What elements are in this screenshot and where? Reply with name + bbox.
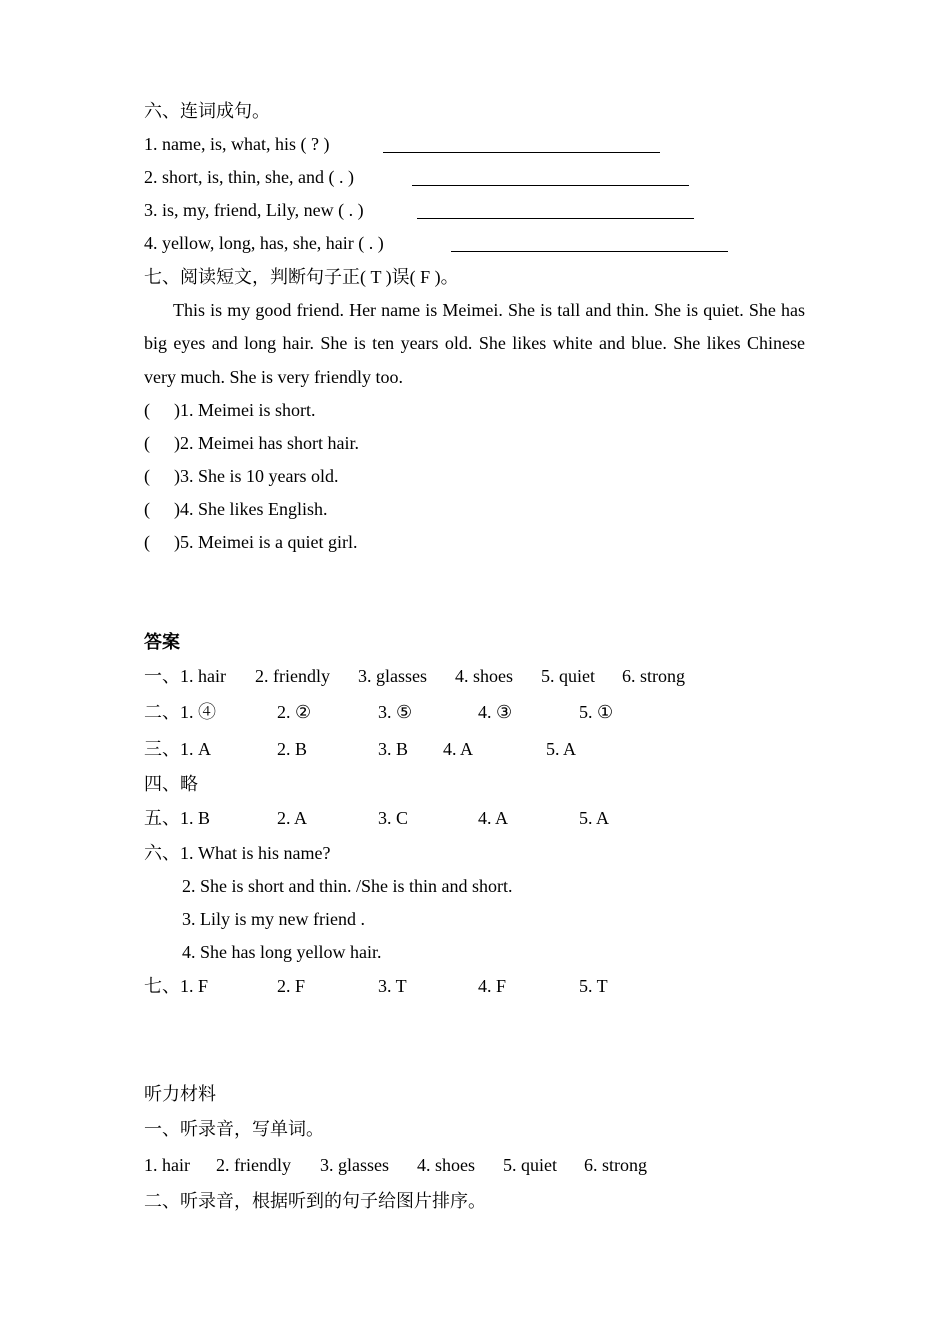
tf-statement: )4. She likes English. <box>174 499 328 519</box>
answer-row-6-line: 2. She is short and thin. /She is thin and short. <box>182 876 513 896</box>
paren-open: ( <box>144 532 150 552</box>
tf-item-1 <box>144 398 316 422</box>
answer-row-1 <box>144 664 844 688</box>
answer-cell: 三、1. A <box>144 739 211 759</box>
answer-cell: 2. B <box>277 739 308 759</box>
paren-open: ( <box>144 400 150 420</box>
answers-title: 答案 <box>144 632 180 652</box>
answer-cell: 5. T <box>579 976 608 996</box>
answer-cell: 3. T <box>378 976 407 996</box>
answer-cell: 6. strong <box>622 666 685 686</box>
answer-cell: 2. A <box>277 808 308 828</box>
listening-part-2-title: 二、听录音，根据听到的句子给图片排序。 <box>144 1191 486 1211</box>
answer-row-7 <box>144 974 844 998</box>
reading-passage <box>144 294 805 394</box>
answer-cell: 3. glasses <box>358 666 427 686</box>
sentence-item-1 <box>144 132 329 156</box>
answer-cell: 2. ② <box>277 702 312 722</box>
sentence-item-3 <box>144 198 364 222</box>
answer-cell: 3. ⑤ <box>378 702 413 722</box>
answer-cell: 七、1. F <box>144 976 209 996</box>
answer-cell: 5. A <box>546 739 577 759</box>
sentence-item-4 <box>144 231 384 255</box>
passage-text: This is my good friend. Her name is Meimei. She is tall and thin. She is quiet. She has big eyes and long hair. She is ten years old. She likes white and blue. She likes Chinese very much. She is very friendly too. <box>144 300 805 387</box>
tf-statement: )3. She is 10 years old. <box>174 466 339 486</box>
listening-word: 4. shoes <box>417 1155 475 1175</box>
answer-blank-4[interactable] <box>451 251 728 252</box>
answer-cell: 4. shoes <box>455 666 513 686</box>
listening-word-row <box>144 1153 844 1177</box>
paren-open: ( <box>144 433 150 453</box>
answer-blank-2[interactable] <box>412 185 689 186</box>
answer-cell: 五、1. B <box>144 808 211 828</box>
answer-cell: 2. friendly <box>255 666 330 686</box>
listening-title: 听力材料 <box>144 1084 216 1104</box>
listening-word: 6. strong <box>584 1155 647 1175</box>
listening-word: 2. friendly <box>216 1155 291 1175</box>
listening-part-1-title: 一、听录音，写单词。 <box>144 1119 324 1139</box>
section-7-title: 七、阅读短文，判断句子正( T )误( F )。 <box>144 267 459 287</box>
answer-row-6-line: 4. She has long yellow hair. <box>182 942 382 962</box>
answer-cell: 2. F <box>277 976 306 996</box>
answer-row-6-line: 3. Lily is my new friend . <box>182 909 365 929</box>
answer-row-5 <box>144 806 844 830</box>
paren-open: ( <box>144 499 150 519</box>
answer-cell: 3. B <box>378 739 409 759</box>
section-6-title: 六、连词成句。 <box>144 101 270 121</box>
answer-cell: 一、1. hair <box>144 666 226 686</box>
tf-item-4 <box>144 497 328 521</box>
listening-word: 1. hair <box>144 1155 190 1175</box>
answer-cell: 5. A <box>579 808 610 828</box>
sentence-item-2 <box>144 165 354 189</box>
answer-row-4: 四、略 <box>144 774 198 794</box>
tf-item-2 <box>144 431 359 455</box>
listening-word: 3. glasses <box>320 1155 389 1175</box>
answer-blank-1[interactable] <box>383 152 660 153</box>
answer-cell: 4. A <box>443 739 474 759</box>
tf-item-3 <box>144 464 338 488</box>
tf-statement: )1. Meimei is short. <box>174 400 316 420</box>
tf-statement: )2. Meimei has short hair. <box>174 433 359 453</box>
answer-row-3 <box>144 737 844 761</box>
tf-item-5 <box>144 530 357 554</box>
answer-row-2 <box>144 700 844 724</box>
answer-cell: 4. F <box>478 976 507 996</box>
sentence-words: 4. yellow, long, has, she, hair ( . ) <box>144 233 384 253</box>
answer-blank-3[interactable] <box>417 218 694 219</box>
answer-cell: 4. A <box>478 808 509 828</box>
sentence-words: 3. is, my, friend, Lily, new ( . ) <box>144 200 364 220</box>
paren-open: ( <box>144 466 150 486</box>
sentence-words: 2. short, is, thin, she, and ( . ) <box>144 167 354 187</box>
answer-cell: 5. quiet <box>541 666 595 686</box>
tf-statement: )5. Meimei is a quiet girl. <box>174 532 358 552</box>
listening-word: 5. quiet <box>503 1155 557 1175</box>
answer-cell: 4. ③ <box>478 702 513 722</box>
answer-cell: 二、1. ④ <box>144 702 216 722</box>
sentence-words: 1. name, is, what, his ( ? ) <box>144 134 330 154</box>
answer-row-6: 六、1. What is his name? <box>144 843 331 863</box>
answer-cell: 5. ① <box>579 702 614 722</box>
answer-cell: 3. C <box>378 808 409 828</box>
